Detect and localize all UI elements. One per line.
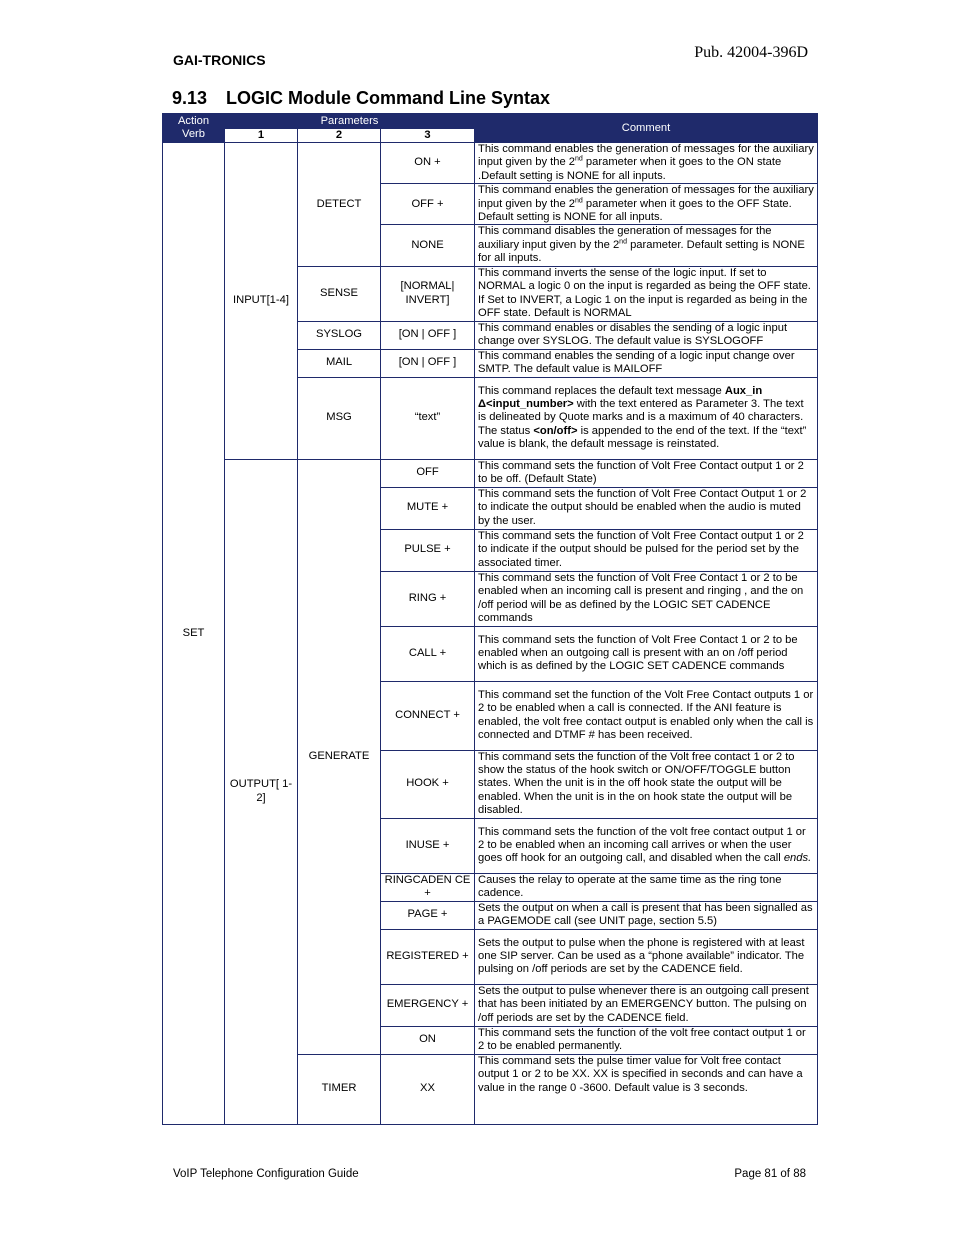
- comment-gen-off: This command sets the function of Volt Free Contact output 1 or 2 to be off. (Default State): [475, 459, 818, 487]
- comment-ring: This command sets the function of Volt Free Contact 1 or 2 to be enabled when an incoming call is present and ringing , and the on /off period will be as defined by the LOGIC SET CADENCE commands: [475, 571, 818, 626]
- input-param-cell: INPUT[1-4]: [225, 143, 298, 460]
- comment-mute: This command sets the function of Volt Free Contact Output 1 or 2 to indicate the output should be enabled when the audio is muted by the user.: [475, 487, 818, 529]
- msg-cell: MSG: [298, 377, 381, 459]
- param3-on: ON: [381, 1026, 475, 1054]
- param3-msg: “text”: [381, 377, 475, 459]
- comment-on-plus: This command enables the generation of messages for the auxiliary input given by the 2nd parameter when it goes to the ON state .Default setting is NONE for all inputs.: [475, 143, 818, 184]
- company-name: GAI-TRONICS: [173, 52, 266, 68]
- syslog-cell: SYSLOG: [298, 321, 381, 349]
- header-param-2: 2: [298, 129, 381, 143]
- param3-sense: [NORMAL| INVERT]: [381, 266, 475, 321]
- section-number: 9.13: [172, 88, 208, 108]
- comment-pulse: This command sets the function of Volt Free Contact output 1 or 2 to indicate if the output should be pulsed for the period set by the associated timer.: [475, 529, 818, 571]
- param3-timer: XX: [381, 1054, 475, 1124]
- param3-none: NONE: [381, 225, 475, 266]
- verb-cell: SET: [163, 143, 225, 1125]
- comment-msg: This command replaces the default text message Aux_in Δ<input_number> with the text entered as Parameter 3. The text is delineated by Quote marks and is a maximum of 40 characters. The status <on/off> is appended to the end of the text. If the “text” value is blank, the default message is reinstated.: [475, 377, 818, 459]
- param3-registered: REGISTERED +: [381, 929, 475, 984]
- sense-cell: SENSE: [298, 266, 381, 321]
- mail-cell: MAIL: [298, 349, 381, 377]
- header-action-verb: Action Verb: [163, 114, 225, 143]
- header-parameters: Parameters: [225, 114, 475, 129]
- comment-none: This command disables the generation of messages for the auxiliary input given by the 2nd parameter. Default setting is NONE for all inputs.: [475, 225, 818, 266]
- comment-timer: This command sets the pulse timer value for Volt free contact output 1 or 2 to be XX. XX is specified in seconds and can have a value in the range 0 -3600. Default value is 3 seconds.: [475, 1054, 818, 1124]
- footer-page-number: Page 81 of 88: [734, 1168, 806, 1180]
- param3-connect: CONNECT +: [381, 681, 475, 750]
- comment-sense: This command inverts the sense of the logic input. If set to NORMAL a logic 0 on the input is regarded as being the OFF state. If Set to INVERT, a Logic 1 on the input is regarded as being in the OFF state. Default is NORMAL: [475, 266, 818, 321]
- output-param-cell: OUTPUT[ 1-2]: [225, 459, 298, 1124]
- command-syntax-table: [162, 113, 818, 1125]
- comment-emergency: Sets the output to pulse whenever there is an outgoing call present that has been initiated by an EMERGENCY button. The pulsing on /off periods are set by the CADENCE field.: [475, 984, 818, 1026]
- section-heading: [172, 88, 550, 109]
- comment-page: Sets the output on when a call is present that has been signalled as a PAGEMODE call (see UNIT page, section 5.5): [475, 901, 818, 929]
- param3-inuse: INUSE +: [381, 818, 475, 873]
- generate-cell: GENERATE: [298, 459, 381, 1054]
- comment-hook: This command sets the function of the Volt free contact 1 or 2 to show the status of the hook switch or ON/OFF/TOGGLE button states. When the unit is in the off hook state the output will be enabled. When the unit is in the on hook state the output will be disabled.: [475, 750, 818, 818]
- comment-mail: This command enables the sending of a logic input change over SMTP. The default value is MAILOFF: [475, 349, 818, 377]
- param3-emergency: EMERGENCY +: [381, 984, 475, 1026]
- footer-guide-title: VoIP Telephone Configuration Guide: [173, 1168, 359, 1180]
- param3-ringcadence: RINGCADEN CE +: [381, 873, 475, 901]
- param3-mute: MUTE +: [381, 487, 475, 529]
- param3-off-plus: OFF +: [381, 184, 475, 225]
- comment-call: This command sets the function of Volt Free Contact 1 or 2 to be enabled when an outgoing call is present with an on /off period which is as defined by the LOGIC SET CADENCE commands: [475, 626, 818, 681]
- comment-on: This command sets the function of the volt free contact output 1 or 2 to be enabled permanently.: [475, 1026, 818, 1054]
- param3-gen-off: OFF: [381, 459, 475, 487]
- comment-connect: This command set the function of the Volt Free Contact outputs 1 or 2 to be enabled when a call is connected. If the ANI feature is enabled, the volt free contact output is enabled only when the call is connected and DTMF # has been received.: [475, 681, 818, 750]
- param3-call: CALL +: [381, 626, 475, 681]
- timer-cell: TIMER: [298, 1054, 381, 1124]
- comment-off-plus: This command enables the generation of messages for the auxiliary input given by the 2nd parameter when it goes to the OFF State. Default setting is NONE for all inputs.: [475, 184, 818, 225]
- header-comment: Comment: [475, 114, 818, 143]
- header-param-1: 1: [225, 129, 298, 143]
- param3-page: PAGE +: [381, 901, 475, 929]
- param3-ring: RING +: [381, 571, 475, 626]
- comment-syslog: This command enables or disables the sending of a logic input change over SYSLOG. The default value is SYSLOGOFF: [475, 321, 818, 349]
- param3-hook: HOOK +: [381, 750, 475, 818]
- publication-number: Pub. 42004-396D: [694, 44, 808, 61]
- param3-mail: [ON | OFF ]: [381, 349, 475, 377]
- comment-inuse: This command sets the function of the volt free contact output 1 or 2 to be enabled when an incoming call arrives or when the user goes off hook for an outgoing call, and disabled when the call ends.: [475, 818, 818, 873]
- section-title: LOGIC Module Command Line Syntax: [226, 88, 551, 108]
- param3-pulse: PULSE +: [381, 529, 475, 571]
- param3-syslog: [ON | OFF ]: [381, 321, 475, 349]
- param3-on-plus: ON +: [381, 143, 475, 184]
- header-param-3: 3: [381, 129, 475, 143]
- detect-cell: DETECT: [298, 143, 381, 267]
- comment-ringcadence: Causes the relay to operate at the same time as the ring tone cadence.: [475, 873, 818, 901]
- comment-registered: Sets the output to pulse when the phone is registered with at least one SIP server. Can be used as a “phone available” indicator. The pulsing on /off periods are set by the CADENCE field.: [475, 929, 818, 984]
